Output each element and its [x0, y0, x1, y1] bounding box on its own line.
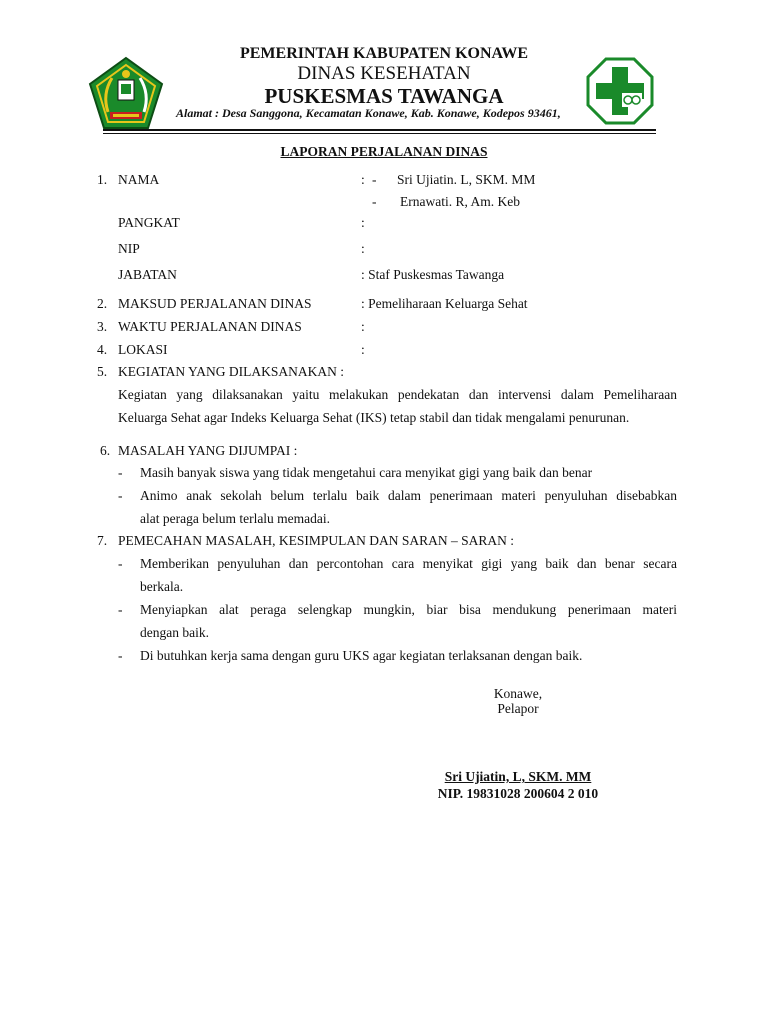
signature-nip: NIP. 19831028 200604 2 010: [437, 786, 599, 801]
section-label-pemecahan: PEMECAHAN MASALAH, KESIMPULAN DAN SARAN – SARAN :: [118, 533, 515, 548]
header-address: Alamat : Desa Sanggona, Kecamatan Konawe, Kab. Konawe, Kodepos 93461,: [176, 106, 561, 120]
field-num-2: 2.: [97, 296, 108, 311]
pemecahan-item-1-line-1: Memberikan penyuluhan dan percontohan cara menyikat gigi yang baik dan benar secara: [140, 556, 677, 571]
field-colon-nip: :: [361, 241, 365, 256]
header-rule-thin: [103, 133, 656, 134]
pemecahan-item-2-line-2: dengan baik.: [140, 625, 209, 640]
field-label-nip: NIP: [118, 241, 140, 256]
field-label-lokasi: LOKASI: [118, 342, 168, 357]
signature-name: Sri Ujiatin, L, SKM. MM: [444, 769, 592, 784]
field-label-maksud: MAKSUD PERJALANAN DINAS: [118, 296, 312, 311]
masalah-item-2-line-2: alat peraga belum terlalu memadai.: [140, 511, 331, 526]
kegiatan-text-line-2: Keluarga Sehat agar Indeks Keluarga Sehat (IKS) tetap stabil dan tidak mengalami penurunan.: [118, 410, 630, 425]
pemecahan-item-1-line-2: berkala.: [140, 579, 184, 594]
report-title: LAPORAN PERJALANAN DINAS: [280, 144, 488, 159]
header-department: DINAS KESEHATAN: [297, 63, 471, 84]
field-value-jabatan: : Staf Puskesmas Tawanga: [361, 267, 505, 282]
masalah-dash-1: -: [118, 465, 123, 480]
field-label-pangkat: PANGKAT: [118, 215, 180, 230]
field-num-1: 1.: [97, 172, 108, 187]
header-puskesmas: PUSKESMAS TAWANGA: [264, 84, 504, 108]
field-num-3: 3.: [97, 319, 108, 334]
field-num-4: 4.: [97, 342, 108, 357]
header-rule-thick: [103, 129, 656, 131]
kegiatan-text-line-1: Kegiatan yang dilaksanakan yaitu melakukan pendekatan dan intervensi dalam Pemeliharaan: [118, 387, 677, 402]
field-value-nama-2: Ernawati. R, Am. Keb: [400, 194, 520, 209]
section-num-7: 7.: [97, 533, 108, 548]
field-label-waktu: WAKTU PERJALANAN DINAS: [118, 319, 302, 334]
field-colon-lokasi: :: [361, 342, 365, 357]
masalah-item-2-line-1: Animo anak sekolah belum terlalu baik dalam penerimaan materi penyuluhan disebabkan: [140, 488, 677, 503]
pemecahan-dash-1: -: [118, 556, 123, 571]
pemecahan-dash-3: -: [118, 648, 123, 663]
masalah-dash-2: -: [118, 488, 123, 503]
field-dash-nama-2: -: [372, 194, 377, 209]
pemecahan-item-3: Di butuhkan kerja sama dengan guru UKS agar kegiatan terlaksanan dengan baik.: [140, 648, 583, 663]
pemecahan-dash-2: -: [118, 602, 123, 617]
field-dash-nama-1: -: [372, 172, 377, 187]
section-label-kegiatan: KEGIATAN YANG DILAKSANAKAN :: [118, 364, 345, 379]
signature-place: Konawe,: [493, 686, 543, 701]
section-num-6: 6.: [100, 443, 111, 458]
masalah-item-1: Masih banyak siswa yang tidak mengetahui cara menyikat gigi yang baik dan benar: [140, 465, 593, 480]
field-colon-pangkat: :: [361, 215, 365, 230]
field-label-jabatan: JABATAN: [118, 267, 177, 282]
section-num-5: 5.: [97, 364, 108, 379]
field-colon-waktu: :: [361, 319, 365, 334]
header-government: PEMERINTAH KABUPATEN KONAWE: [239, 45, 528, 62]
field-colon-nama: :: [361, 172, 365, 187]
pemecahan-item-2-line-1: Menyiapkan alat peraga selengkap mungkin, biar bisa mendukung penerimaan materi: [140, 602, 677, 617]
field-label-nama: NAMA: [118, 172, 160, 187]
field-value-nama-1: Sri Ujiatin. L, SKM. MM: [397, 172, 536, 187]
field-value-maksud: : Pemeliharaan Keluarga Sehat: [361, 296, 528, 311]
signature-role: Pelapor: [497, 701, 539, 716]
section-label-masalah: MASALAH YANG DIJUMPAI :: [118, 443, 298, 458]
